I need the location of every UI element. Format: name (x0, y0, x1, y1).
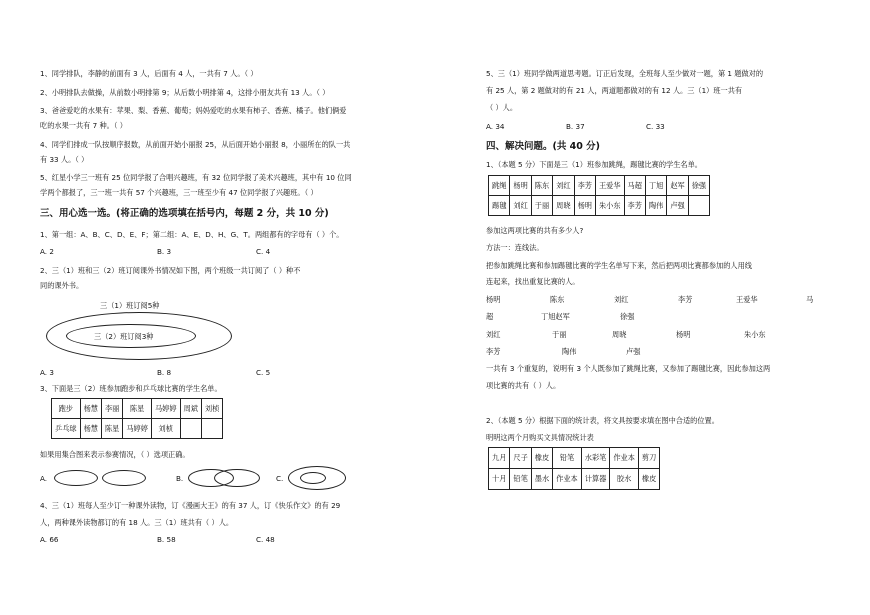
name-row2-item: 徐强 (620, 312, 635, 321)
table-row (52, 419, 223, 439)
problem1-intro: 1、（本题 5 分）下面是三（1）班参加跳绳，踢毽比赛的学生名单。 (486, 160, 702, 169)
venn-outer-label: 三（1）班订阅5种 (100, 301, 160, 310)
table-cell: 杨慧 (80, 399, 101, 419)
table-cell: 朱小东 (595, 196, 624, 216)
table-cell: 踢毽 (489, 196, 510, 216)
table-cell: 水彩笔 (581, 448, 610, 469)
table-cell: 周晓 (553, 196, 574, 216)
table-cell: 马婷婷 (123, 419, 152, 439)
table-cell: 于丽 (531, 196, 552, 216)
name-row1-item: 陈东 (550, 295, 565, 304)
choice-q5-option-a: A. 34 (486, 122, 505, 131)
table-cell: 杨慧 (80, 419, 101, 439)
problem2-intro: 2、（本题 5 分）根据下面的统计表，将文具按要求填在图中合适的位置。 (486, 416, 719, 425)
table-cell: 刘红 (510, 196, 531, 216)
choice-q4-option-a: A. 66 (40, 535, 59, 544)
problem1-method: 方法一：连线法。 (486, 243, 544, 252)
table-cell: 陈星 (101, 419, 122, 439)
table-row (489, 176, 710, 196)
table-row (489, 469, 660, 490)
judge-q3-line1: 3、爸爸爱吃的水果有：苹果、梨、香蕉、葡萄；妈妈爱吃的水果有柿子、香蕉、橘子。他们俩爱 (40, 106, 347, 115)
table-cell: 尺子 (510, 448, 531, 469)
option-a-ellipse-left (54, 470, 98, 486)
choice-q4-line2: 人，两种课外读物都订的有 18 人。三（1）班共有（ ）人。 (40, 518, 234, 527)
table-cell: 马婷婷 (151, 399, 180, 419)
name-row3-item: 于丽 (552, 330, 567, 339)
problem1-conclusion-line1: 一共有 3 个重复的，说明有 3 个人既参加了跳绳比赛，又参加了踢毽比赛，因此参加这两 (486, 364, 771, 373)
table-cell: 剪刀 (638, 448, 659, 469)
choice-q2-line1: 2、三（1）班和三（2）班订阅课外书情况如下图，两个班级一共订阅了（ ）种不 (40, 266, 301, 275)
table-cell: 胶水 (610, 469, 639, 490)
choice-q5-line3: （ ）人。 (486, 103, 518, 112)
table-cell (201, 419, 222, 439)
choice-q5-line2: 有 25 人，第 2 题做对的有 21 人，两道题都做对的有 12 人。三（1）班一共有 (486, 86, 743, 95)
name-row4-item: 卢强 (626, 347, 641, 356)
judge-q4-line1: 4、同学们排成一队按顺序报数，从前面开始小丽报 25，从后面开始小丽报 8，小丽所在的队一共 (40, 140, 351, 149)
table-cell: 铅笔 (553, 448, 582, 469)
section4-title: 四、解决问题。(共 40 分) (486, 141, 601, 152)
choice-q5-line1: 5、三（1）班同学做两道思考题。订正后发现，全班每人至少做对一题，第 1 题做对的 (486, 69, 764, 78)
judge-q1: 1、同学排队，李静的前面有 3 人，后面有 4 人，一共有 7 人。（ ） (40, 69, 258, 78)
table-row (52, 399, 223, 419)
choice-q5-option-c: C. 33 (646, 122, 665, 131)
table-cell: 丁旭 (645, 176, 666, 196)
table-cell: 马超 (624, 176, 645, 196)
table-cell: 徐强 (688, 176, 709, 196)
problem1-conclusion-line2: 项比赛的共有（ ）人。 (486, 381, 561, 390)
name-row2-item: 丁旭赵军 (541, 312, 570, 321)
choice-q2-option-c: C. 5 (256, 368, 271, 377)
stationery-table (488, 447, 660, 490)
table-cell: 卢强 (667, 196, 688, 216)
option-b-ellipse-right (214, 469, 260, 487)
table-cell: 刘桢 (201, 399, 222, 419)
table-cell: 陈东 (531, 176, 552, 196)
name-row3-item: 朱小东 (744, 330, 766, 339)
table-cell: 十月 (489, 469, 510, 490)
name-row3-item: 杨明 (676, 330, 691, 339)
name-row1-item: 李芳 (678, 295, 693, 304)
choice-q2-line2: 同的课外书。 (40, 281, 84, 290)
table-cell: 橡皮 (638, 469, 659, 490)
option-c-ellipse-inner (300, 472, 326, 484)
table-cell: 王爱华 (595, 176, 624, 196)
judge-q2: 2、小明排队去做操，从前数小明排第 9；从后数小明排第 4，这排小朋友共有 13 人。（ ） (40, 88, 330, 97)
option-b-label: B. (176, 474, 184, 483)
option-a-ellipse-right (102, 470, 146, 486)
race-table (51, 398, 223, 439)
competition-table (488, 175, 710, 216)
choice-q1-option-b: B. 3 (157, 247, 172, 256)
choice-q3-prompt: 如果用集合图来表示参赛情况，（ ）选项正确。 (40, 450, 190, 459)
choice-q1-option-c: C. 4 (256, 247, 271, 256)
table-cell: 陈星 (123, 399, 152, 419)
choice-q4-line1: 4、三（1）班每人至少订一种课外读物，订《漫画大王》的有 37 人，订《快乐作文》的有 29 (40, 501, 341, 510)
name-row1-item: 王爱华 (736, 295, 758, 304)
table-row (489, 448, 660, 469)
table-cell: 刘桢 (151, 419, 180, 439)
table-cell: 赵军 (667, 176, 688, 196)
table-cell: 墨水 (531, 469, 552, 490)
table-cell: 刘红 (553, 176, 574, 196)
choice-q1-option-a: A. 2 (40, 247, 54, 256)
section3-title: 三、用心选一选。(将正确的选项填在括号内，每题 2 分，共 10 分) (40, 208, 329, 219)
name-row1-item: 杨明 (486, 295, 501, 304)
table-cell: 周斌 (180, 399, 201, 419)
judge-q4-line2: 有 33 人。（ ） (40, 155, 89, 164)
table-cell: 李芳 (624, 196, 645, 216)
table-cell: 陶伟 (645, 196, 666, 216)
judge-q3-line2: 吃的水果一共有 7 种。（ ） (40, 121, 127, 130)
choice-q2-option-a: A. 3 (40, 368, 54, 377)
choice-q5-option-b: B. 37 (566, 122, 585, 131)
name-row4-item: 陶伟 (562, 347, 577, 356)
judge-q5-line1: 5、红星小学三一班有 25 位同学报了合唱兴趣班，有 32 位同学报了美术兴趣班，其中有 10 位同 (40, 173, 352, 182)
problem1-question: 参加这两项比赛的共有多少人? (486, 226, 584, 235)
name-row3-item: 刘红 (486, 330, 501, 339)
choice-q3: 3、下面是三（2）班参加跑步和乒乓球比赛的学生名单。 (40, 384, 222, 393)
table-cell: 橡皮 (531, 448, 552, 469)
choice-q2-option-b: B. 8 (157, 368, 172, 377)
table-cell: 铅笔 (510, 469, 531, 490)
option-a-label: A. (40, 474, 48, 483)
choice-q4-option-c: C. 48 (256, 535, 275, 544)
table-cell: 杨明 (574, 196, 595, 216)
name-row1-item: 马 (806, 295, 814, 304)
problem1-desc-line1: 把参加跳绳比赛和参加踢毽比赛的学生名单写下来，然后把两项比赛都参加的人用线 (486, 261, 752, 270)
stationery-table-caption: 明明这两个月购买文具情况统计表 (486, 433, 594, 442)
table-cell: 九月 (489, 448, 510, 469)
name-row2-item: 超 (486, 312, 494, 321)
table-cell (180, 419, 201, 439)
option-c-label: C. (276, 474, 284, 483)
table-cell: 李芳 (574, 176, 595, 196)
table-cell: 乒乓球 (52, 419, 81, 439)
table-cell: 跑步 (52, 399, 81, 419)
name-row1-item: 刘红 (614, 295, 629, 304)
table-cell: 杨明 (510, 176, 531, 196)
choice-q4-option-b: B. 58 (157, 535, 176, 544)
table-row (489, 196, 710, 216)
table-cell: 跳绳 (489, 176, 510, 196)
judge-q5-line2: 学两个都报了，三一班一共有 57 个兴趣班，三一班至少有 47 位同学报了兴趣班。（ ） (40, 188, 318, 197)
name-row3-item: 周晓 (612, 330, 627, 339)
choice-q1: 1、第一组：A、B、C、D、E、F；第二组：A、E、D、H、G、T。两组都有的字母有（ ）个。 (40, 230, 344, 239)
table-cell: 计算器 (581, 469, 610, 490)
problem1-desc-line2: 连起来，找出重复比赛的人。 (486, 277, 580, 286)
name-row4-item: 李芳 (486, 347, 501, 356)
table-cell: 李丽 (101, 399, 122, 419)
table-cell: 作业本 (610, 448, 639, 469)
table-cell: 作业本 (553, 469, 582, 490)
table-cell (688, 196, 709, 216)
venn-inner-label: 三（2）班订阅3种 (94, 332, 154, 341)
